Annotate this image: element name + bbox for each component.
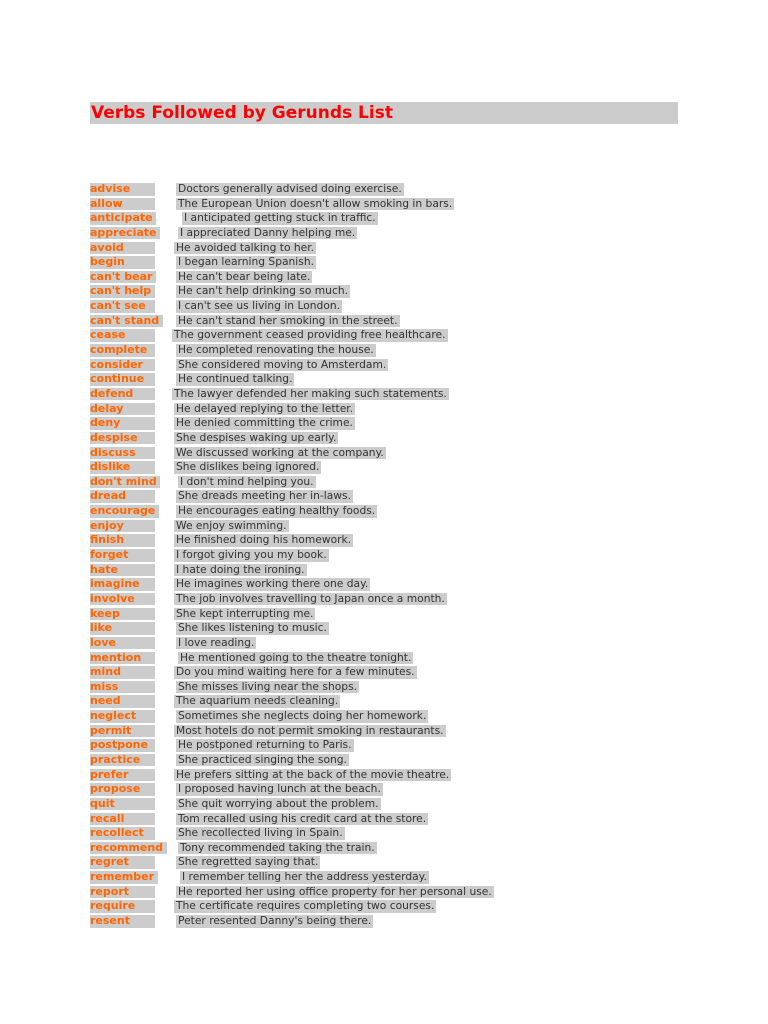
example-sentence: She dislikes being ignored. <box>176 460 320 474</box>
example-sentence: He can't bear being late. <box>178 269 311 283</box>
list-item <box>90 446 610 461</box>
verb-cell <box>90 315 164 328</box>
page-title: Verbs Followed by Gerunds List <box>91 103 393 123</box>
verb-cell <box>90 476 161 489</box>
verb-label: permit <box>90 723 132 737</box>
verb-label: quit <box>90 796 115 810</box>
list-item <box>90 416 610 431</box>
example-sentence: I began learning Spanish. <box>178 255 315 269</box>
verb-cell <box>90 329 156 342</box>
verb-cell <box>90 578 156 591</box>
list-item <box>90 592 610 607</box>
list-item <box>90 358 610 373</box>
verb-list <box>90 182 610 929</box>
list-item <box>90 284 610 299</box>
example-sentence: She despises waking up early. <box>176 430 337 444</box>
verb-label: continue <box>90 372 145 386</box>
list-item <box>90 211 610 226</box>
example-sentence: She likes listening to music. <box>178 621 327 635</box>
list-item <box>90 782 610 797</box>
verb-cell <box>90 198 156 211</box>
verb-label: can't bear <box>90 269 153 283</box>
verb-cell <box>90 212 157 225</box>
verb-cell <box>90 637 156 650</box>
verb-cell <box>90 871 159 884</box>
example-sentence: I love reading. <box>178 635 255 649</box>
example-sentence: The government ceased providing free healthcare. <box>174 328 446 342</box>
example-sentence: He continued talking. <box>178 372 293 386</box>
verb-label: appreciate <box>90 225 157 239</box>
verb-label: can't stand <box>90 313 160 327</box>
verb-label: prefer <box>90 767 129 781</box>
verb-cell <box>90 622 156 635</box>
verb-cell <box>90 227 161 240</box>
list-item <box>90 812 610 827</box>
verb-cell <box>90 564 156 577</box>
list-item <box>90 738 610 753</box>
example-sentence: Peter resented Danny's being there. <box>178 914 372 928</box>
example-sentence: I don't mind helping you. <box>180 474 314 488</box>
verb-label: mention <box>90 650 142 664</box>
list-item <box>90 431 610 446</box>
verb-cell <box>90 827 156 840</box>
list-item <box>90 387 610 402</box>
example-sentence: He avoided talking to her. <box>176 240 315 254</box>
example-sentence: She quit worrying about the problem. <box>178 796 379 810</box>
verb-label: recollect <box>90 826 144 840</box>
verb-cell <box>90 417 156 430</box>
example-sentence: I forgot giving you my book. <box>176 548 327 562</box>
example-sentence: Most hotels do not permit smoking in restaurants. <box>176 723 444 737</box>
title-bar <box>90 102 678 124</box>
verb-label: miss <box>90 679 119 693</box>
list-item <box>90 182 610 197</box>
verb-cell <box>90 344 156 357</box>
list-item <box>90 504 610 519</box>
example-sentence: He reported her using office property for her personal use. <box>178 884 492 898</box>
example-sentence: Doctors generally advised doing exercise. <box>178 182 402 195</box>
verb-cell <box>90 432 156 445</box>
example-sentence: He finished doing his homework. <box>176 533 352 547</box>
verb-label: forget <box>90 548 129 562</box>
example-sentence: He delayed replying to the letter. <box>176 401 354 415</box>
list-item <box>90 241 610 256</box>
list-item <box>90 621 610 636</box>
verb-label: need <box>90 694 121 708</box>
verb-cell <box>90 549 156 562</box>
list-item <box>90 665 610 680</box>
verb-label: deny <box>90 416 121 430</box>
example-sentence: We enjoy swimming. <box>176 518 287 532</box>
list-item <box>90 519 610 534</box>
verb-label: recall <box>90 811 125 825</box>
verb-label: recommend <box>90 840 164 854</box>
list-item <box>90 709 610 724</box>
example-sentence: He can't help drinking so much. <box>178 284 349 298</box>
list-item <box>90 855 610 870</box>
verb-cell <box>90 520 156 533</box>
verb-label: dislike <box>90 460 131 474</box>
verb-cell <box>90 490 156 503</box>
verb-label: keep <box>90 606 120 620</box>
verb-cell <box>90 710 156 723</box>
verb-label: propose <box>90 782 141 796</box>
verb-label: allow <box>90 196 123 210</box>
list-item <box>90 694 610 709</box>
verb-cell <box>90 373 156 386</box>
verb-label: cease <box>90 328 126 342</box>
example-sentence: She misses living near the shops. <box>178 679 358 693</box>
example-sentence: She regretted saying that. <box>178 855 319 869</box>
example-sentence: He imagines working there one day. <box>176 577 369 591</box>
list-item <box>90 899 610 914</box>
example-sentence: I appreciated Danny helping me. <box>180 225 356 239</box>
example-sentence: He completed renovating the house. <box>178 343 374 357</box>
verb-label: dread <box>90 489 127 503</box>
verb-cell <box>90 900 156 913</box>
verb-label: anticipate <box>90 211 153 225</box>
list-item <box>90 343 610 358</box>
list-item <box>90 577 610 592</box>
verb-cell <box>90 461 156 474</box>
example-sentence: He postponed returning to Paris. <box>178 738 352 752</box>
verb-label: enjoy <box>90 518 124 532</box>
list-item <box>90 489 610 504</box>
verb-label: involve <box>90 591 135 605</box>
verb-cell <box>90 388 156 401</box>
list-item <box>90 372 610 387</box>
verb-cell <box>90 783 156 796</box>
example-sentence: Do you mind waiting here for a few minutes. <box>176 665 415 679</box>
verb-cell <box>90 695 156 708</box>
verb-label: practice <box>90 752 141 766</box>
verb-cell <box>90 813 156 826</box>
example-sentence: I anticipated getting stuck in traffic. <box>184 211 376 225</box>
verb-cell <box>90 242 156 255</box>
verb-label: don't mind <box>90 474 157 488</box>
example-sentence: The certificate requires completing two courses. <box>176 899 435 913</box>
list-item <box>90 460 610 475</box>
verb-label: like <box>90 621 113 635</box>
verb-label: hate <box>90 562 118 576</box>
verb-label: neglect <box>90 709 137 723</box>
verb-cell <box>90 681 156 694</box>
list-item <box>90 270 610 285</box>
example-sentence: Tony recommended taking the train. <box>180 840 375 854</box>
verb-label: discuss <box>90 445 136 459</box>
verb-label: avoid <box>90 240 124 254</box>
verb-label: encourage <box>90 504 156 518</box>
verb-label: despise <box>90 430 138 444</box>
list-item <box>90 724 610 739</box>
verb-cell <box>90 534 156 547</box>
list-item <box>90 680 610 695</box>
verb-cell <box>90 593 156 606</box>
example-sentence: She dreads meeting her in-laws. <box>178 489 351 503</box>
list-item <box>90 841 610 856</box>
verb-cell <box>90 798 156 811</box>
example-sentence: She recollected living in Spain. <box>178 826 343 840</box>
list-item <box>90 636 610 651</box>
verb-cell <box>90 271 157 284</box>
example-sentence: She practiced singing the song. <box>178 752 347 766</box>
list-item <box>90 475 610 490</box>
list-item <box>90 607 610 622</box>
example-sentence: The lawyer defended her making such statements. <box>174 386 447 400</box>
list-item <box>90 563 610 578</box>
verb-cell <box>90 608 156 621</box>
verb-label: advise <box>90 182 131 195</box>
verb-cell <box>90 505 160 518</box>
verb-label: require <box>90 899 136 913</box>
verb-cell <box>90 725 156 738</box>
example-sentence: We discussed working at the company. <box>176 445 384 459</box>
example-sentence: He denied committing the crime. <box>176 416 353 430</box>
verb-cell <box>90 403 156 416</box>
verb-cell <box>90 183 156 196</box>
verb-cell <box>90 256 156 269</box>
example-sentence: The job involves travelling to Japan once a month. <box>176 591 445 605</box>
example-sentence: I hate doing the ironing. <box>176 562 305 576</box>
example-sentence: He prefers sitting at the back of the movie theatre. <box>176 767 450 781</box>
example-sentence: She considered moving to Amsterdam. <box>178 357 387 371</box>
example-sentence: He encourages eating healthy foods. <box>178 504 376 518</box>
verb-cell <box>90 915 156 928</box>
verb-label: imagine <box>90 577 140 591</box>
verb-cell <box>90 754 156 767</box>
verb-cell <box>90 769 156 782</box>
example-sentence: I can't see us living in London. <box>178 299 341 313</box>
list-item <box>90 797 610 812</box>
list-item <box>90 914 610 929</box>
verb-label: regret <box>90 855 129 869</box>
example-sentence: Sometimes she neglects doing her homework. <box>178 709 427 723</box>
list-item <box>90 299 610 314</box>
verb-label: love <box>90 635 116 649</box>
example-sentence: Tom recalled using his credit card at the store. <box>178 811 427 825</box>
verb-cell <box>90 856 156 869</box>
verb-label: postpone <box>90 738 148 752</box>
list-item <box>90 314 610 329</box>
verb-cell <box>90 886 156 899</box>
verb-cell <box>90 739 156 752</box>
example-sentence: The European Union doesn't allow smoking in bars. <box>178 196 453 210</box>
verb-label: consider <box>90 357 143 371</box>
list-item <box>90 753 610 768</box>
list-item <box>90 768 610 783</box>
example-sentence: I proposed having lunch at the beach. <box>178 782 381 796</box>
verb-label: can't see <box>90 299 146 313</box>
verb-label: finish <box>90 533 125 547</box>
verb-cell <box>90 652 156 665</box>
verb-label: can't help <box>90 284 152 298</box>
list-item <box>90 328 610 343</box>
list-item <box>90 255 610 270</box>
list-item <box>90 826 610 841</box>
verb-cell <box>90 359 156 372</box>
example-sentence: He can't stand her smoking in the street. <box>178 313 398 327</box>
verb-label: resent <box>90 914 130 928</box>
verb-label: remember <box>90 870 155 884</box>
list-item <box>90 548 610 563</box>
list-item <box>90 402 610 417</box>
verb-label: delay <box>90 401 124 415</box>
example-sentence: The aquarium needs cleaning. <box>176 694 339 708</box>
list-item <box>90 885 610 900</box>
verb-cell <box>90 666 156 679</box>
verb-label: defend <box>90 386 134 400</box>
verb-cell <box>90 285 156 298</box>
list-item <box>90 651 610 666</box>
example-sentence: She kept interrupting me. <box>176 606 314 620</box>
verb-label: complete <box>90 343 148 357</box>
example-sentence: I remember telling her the address yesterday. <box>182 870 427 884</box>
verb-label: begin <box>90 255 125 269</box>
verb-cell <box>90 842 168 855</box>
list-item <box>90 533 610 548</box>
list-item <box>90 197 610 212</box>
verb-label: mind <box>90 665 121 679</box>
list-item <box>90 226 610 241</box>
verb-cell <box>90 300 156 313</box>
list-item <box>90 870 610 885</box>
verb-cell <box>90 447 156 460</box>
example-sentence: He mentioned going to the theatre tonight. <box>180 650 412 664</box>
verb-label: report <box>90 884 129 898</box>
